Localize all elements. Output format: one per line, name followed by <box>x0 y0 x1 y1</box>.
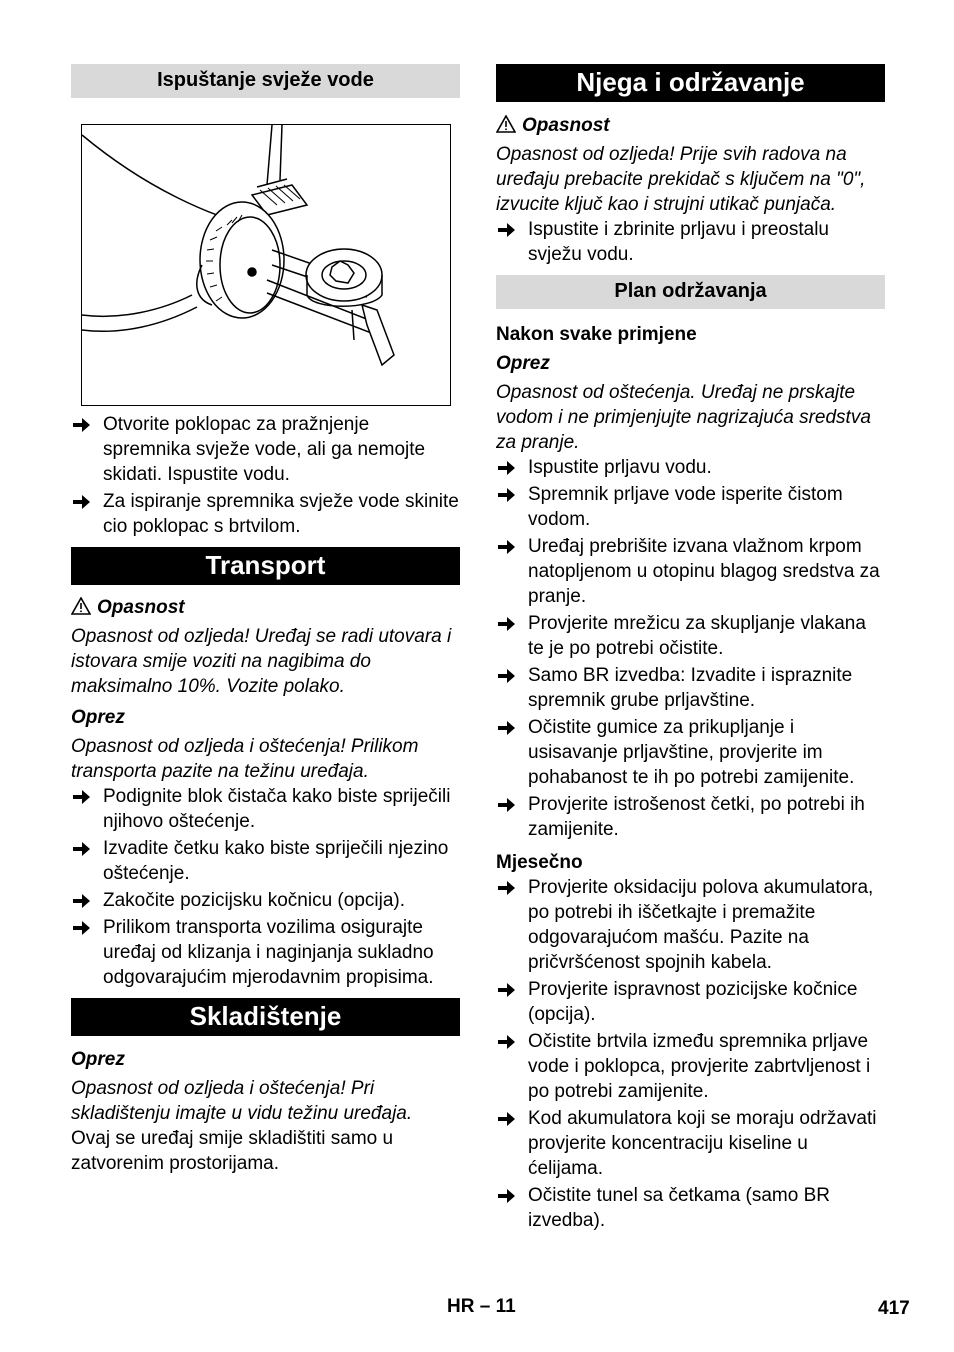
right-arrow-icon <box>73 893 91 909</box>
list-item: Izvadite četku kako biste spriječili njezino oštećenje. <box>71 836 460 886</box>
right-arrow-icon <box>498 487 516 503</box>
monthly-steps <box>496 875 885 1233</box>
list-item: Samo BR izvedba: Izvadite i ispraznite spremnik grube prljavštine. <box>496 663 885 713</box>
drain-cap-illustration <box>81 124 451 406</box>
footer-section-marker: HR – 11 <box>447 1296 516 1317</box>
list-item: Kod akumulatora koji se moraju održavati provjerite koncentraciju kiseline u ćelijama. <box>496 1106 885 1181</box>
list-item: Provjerite istrošenost četki, po potrebi ih zamijenite. <box>496 792 885 842</box>
after-use-heading: Nakon svake primjene <box>496 324 697 345</box>
care-danger-text: Opasnost od ozljeda! Prije svih radova na uređaju prebacite prekidač s ključem na "0", izvucite ključ kao i strujni utikač punjača. <box>496 144 866 215</box>
list-item: Očistite brtvila između spremnika prljave vode i poklopca, provjerite zabrtvljenost i po potrebi zamijenite. <box>496 1029 885 1104</box>
section-heading-transport: Transport <box>71 547 460 585</box>
right-column <box>496 64 885 1235</box>
right-arrow-icon <box>498 880 516 896</box>
section-heading-care: Njega i održavanje <box>496 64 885 102</box>
right-arrow-icon <box>498 720 516 736</box>
list-item: Prilikom transporta vozilima osigurajte uređaj od klizanja i naginjanja sukladno odgovarajućim mjerodavnim propisima. <box>71 915 460 990</box>
right-arrow-icon <box>498 668 516 684</box>
right-arrow-icon <box>498 616 516 632</box>
caution-label: Oprez <box>71 707 125 728</box>
right-arrow-icon <box>498 982 516 998</box>
warning-triangle-icon <box>71 597 91 615</box>
left-column <box>71 64 460 1176</box>
tank-drain-drawing <box>82 125 451 406</box>
after-use-steps <box>496 455 885 842</box>
list-item: Uređaj prebrišite izvana vlažnom krpom natopljenom u otopinu blagog sredstva za pranje. <box>496 534 885 609</box>
list-item: Podignite blok čistača kako biste spriječili njihovo oštećenje. <box>71 784 460 834</box>
caution-label: Oprez <box>496 353 550 374</box>
list-item: Provjerite ispravnost pozicijske kočnice (opcija). <box>496 977 885 1027</box>
after-caution-text: Opasnost od oštećenja. Uređaj ne prskajte vodom i ne primjenjujte nagrizajuća sredstva za pranje. <box>496 382 871 453</box>
list-item: Ispustite prljavu vodu. <box>496 455 885 480</box>
list-item: Očistite tunel sa četkama (samo BR izvedba). <box>496 1183 885 1233</box>
transport-steps <box>71 784 460 990</box>
right-arrow-icon <box>73 494 91 510</box>
right-arrow-icon <box>73 920 91 936</box>
list-item: Ispustite i zbrinite prljavu i preostalu svježu vodu. <box>496 217 885 267</box>
right-arrow-icon <box>73 789 91 805</box>
page-number: 417 <box>878 1298 910 1319</box>
right-arrow-icon <box>498 222 516 238</box>
list-item: Provjerite mrežicu za skupljanje vlakana te je po potrebi očistite. <box>496 611 885 661</box>
danger-label: Opasnost <box>496 113 885 138</box>
right-arrow-icon <box>498 539 516 555</box>
list-item: Za ispiranje spremnika svježe vode skinite cio poklopac s brtvilom. <box>71 489 460 539</box>
danger-label: Opasnost <box>71 595 460 620</box>
list-item: Spremnik prljave vode isperite čistom vodom. <box>496 482 885 532</box>
storage-caution-text: Opasnost od ozljeda i oštećenja! Pri skladištenju imajte u vidu težinu uređaja. <box>71 1078 413 1124</box>
list-item: Otvorite poklopac za pražnjenje spremnika svježe vode, ali ga nemojte skidati. Ispustite vodu. <box>71 412 460 487</box>
monthly-heading: Mjesečno <box>496 852 583 873</box>
right-arrow-icon <box>73 841 91 857</box>
list-item: Očistite gumice za prikupljanje i usisavanje prljavštine, provjerite im pohabanost te ih po potrebi zamijenite. <box>496 715 885 790</box>
warning-triangle-icon <box>496 115 516 133</box>
right-arrow-icon <box>498 1188 516 1204</box>
right-arrow-icon <box>498 1034 516 1050</box>
section-heading-plan: Plan održavanja <box>496 275 885 309</box>
list-item: Provjerite oksidaciju polova akumulatora, po potrebi ih iščetkajte i premažite odgovarajućom mašću. Pazite na pričvršćenost spojnih kabela. <box>496 875 885 975</box>
right-arrow-icon <box>498 797 516 813</box>
right-arrow-icon <box>73 417 91 433</box>
section-heading-storage: Skladištenje <box>71 998 460 1036</box>
transport-danger-text: Opasnost od ozljeda! Uređaj se radi utovara i istovara smije voziti na nagibima do maksimalno 10%. Vozite polako. <box>71 626 452 697</box>
drain-steps <box>71 412 460 539</box>
section-heading-drain: Ispuštanje svježe vode <box>71 64 460 98</box>
transport-caution-text: Opasnost od ozljeda i oštećenja! Prilikom transporta pazite na težinu uređaja. <box>71 736 419 782</box>
right-arrow-icon <box>498 460 516 476</box>
list-item: Zakočite pozicijsku kočnicu (opcija). <box>71 888 460 913</box>
storage-text: Ovaj se uređaj smije skladištiti samo u zatvorenim prostorijama. <box>71 1128 394 1174</box>
caution-label: Oprez <box>71 1049 125 1070</box>
right-arrow-icon <box>498 1111 516 1127</box>
care-steps <box>496 217 885 267</box>
